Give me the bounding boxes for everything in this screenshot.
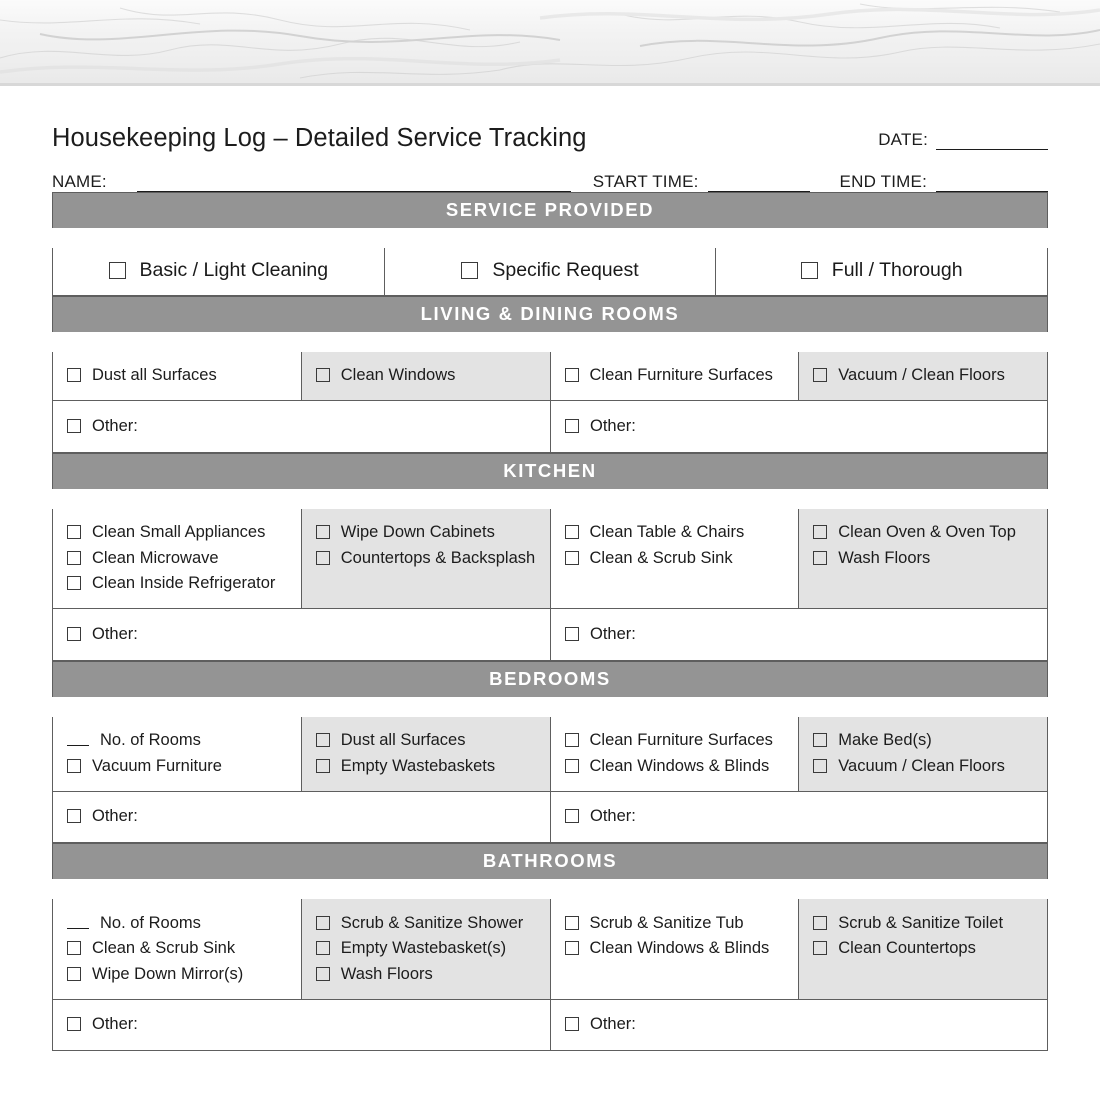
checkbox-icon[interactable] xyxy=(67,551,81,565)
task-label: Clean Furniture Surfaces xyxy=(589,366,773,385)
task-item[interactable] xyxy=(813,753,1033,779)
task-column xyxy=(550,509,799,609)
task-label: Make Bed(s) xyxy=(838,731,932,750)
task-item[interactable] xyxy=(565,728,785,754)
task-label: Clean & Scrub Sink xyxy=(92,939,236,958)
other-cell xyxy=(53,609,550,660)
task-item[interactable] xyxy=(813,363,1033,389)
task-item[interactable] xyxy=(565,363,785,389)
date-label: DATE: xyxy=(878,130,928,150)
task-column xyxy=(53,717,301,791)
section-body xyxy=(52,248,1048,296)
number-of-rooms-item[interactable] xyxy=(67,910,287,936)
other-row xyxy=(53,999,1047,1051)
other-cell xyxy=(550,609,1047,660)
start-time-group xyxy=(593,172,810,192)
task-item[interactable] xyxy=(813,520,1033,546)
other-cell xyxy=(550,792,1047,843)
checkbox-icon[interactable] xyxy=(316,368,330,382)
end-time-label: END TIME: xyxy=(839,172,927,192)
task-column xyxy=(53,352,301,401)
marble-veins xyxy=(0,0,1100,86)
task-label: Clean Countertops xyxy=(838,939,976,958)
checkbox-icon[interactable] xyxy=(67,525,81,539)
task-item[interactable] xyxy=(565,753,785,779)
task-item[interactable] xyxy=(316,753,536,779)
task-label: Wash Floors xyxy=(340,964,433,983)
checkbox-icon[interactable] xyxy=(801,262,818,279)
task-column xyxy=(550,717,799,791)
checkbox-icon[interactable] xyxy=(565,551,579,565)
other-item[interactable] xyxy=(67,413,536,439)
checkbox-icon[interactable] xyxy=(316,525,330,539)
other-item[interactable] xyxy=(67,804,536,830)
task-label: No. of Rooms xyxy=(100,913,201,932)
other-label: Other: xyxy=(92,1015,138,1034)
task-item[interactable] xyxy=(316,363,536,389)
checkbox-icon[interactable] xyxy=(565,916,579,930)
task-item[interactable] xyxy=(67,363,287,389)
task-column xyxy=(53,899,301,999)
task-item[interactable] xyxy=(565,936,785,962)
checkbox-icon[interactable] xyxy=(316,916,330,930)
section-service-provided xyxy=(52,192,1048,296)
service-option-label: Specific Request xyxy=(492,259,639,282)
service-options-row xyxy=(53,248,1047,295)
task-item[interactable] xyxy=(67,545,287,571)
marble-header-banner xyxy=(0,0,1100,86)
checkbox-icon[interactable] xyxy=(813,368,827,382)
checkbox-icon[interactable] xyxy=(67,1017,81,1031)
task-item[interactable] xyxy=(316,910,536,936)
checkbox-icon[interactable] xyxy=(316,967,330,981)
section-body xyxy=(52,352,1048,453)
task-column xyxy=(798,899,1047,999)
other-item[interactable] xyxy=(67,621,536,647)
task-column xyxy=(301,717,550,791)
service-option[interactable] xyxy=(385,261,716,281)
checkbox-icon[interactable] xyxy=(565,809,579,823)
checkbox-icon[interactable] xyxy=(565,419,579,433)
other-item[interactable] xyxy=(565,804,1033,830)
page-title: Housekeeping Log – Detailed Service Tracking xyxy=(52,124,587,152)
task-item[interactable] xyxy=(67,961,287,987)
service-option-cell[interactable] xyxy=(715,248,1047,295)
section-kitchen xyxy=(52,453,1048,661)
other-row xyxy=(53,400,1047,452)
other-label: Other: xyxy=(92,416,138,435)
checkbox-icon[interactable] xyxy=(109,262,126,279)
task-item[interactable] xyxy=(316,936,536,962)
checkbox-icon[interactable] xyxy=(67,809,81,823)
section-heading: BEDROOMS xyxy=(52,661,1048,697)
other-item[interactable] xyxy=(565,413,1033,439)
task-item[interactable] xyxy=(565,520,785,546)
checkbox-icon[interactable] xyxy=(813,759,827,773)
checkbox-icon[interactable] xyxy=(316,941,330,955)
checkbox-icon[interactable] xyxy=(461,262,478,279)
task-label: Clean Furniture Surfaces xyxy=(589,731,773,750)
service-option-label: Full / Thorough xyxy=(831,259,963,282)
other-item[interactable] xyxy=(565,1012,1033,1038)
task-item[interactable] xyxy=(565,545,785,571)
other-label: Other: xyxy=(92,807,138,826)
date-field-group xyxy=(878,130,1048,152)
section-heading: KITCHEN xyxy=(52,453,1048,489)
service-option-cell[interactable] xyxy=(384,248,716,295)
task-item[interactable] xyxy=(813,728,1033,754)
checkbox-icon[interactable] xyxy=(316,551,330,565)
other-row xyxy=(53,608,1047,660)
task-label: Scrub & Sanitize Shower xyxy=(340,913,524,932)
start-time-input[interactable] xyxy=(708,177,810,192)
task-column xyxy=(301,352,550,401)
checkbox-icon[interactable] xyxy=(67,368,81,382)
task-row xyxy=(53,899,1047,999)
task-row xyxy=(53,717,1047,791)
task-label: Clean Windows & Blinds xyxy=(589,756,770,775)
task-item[interactable] xyxy=(67,571,287,597)
checkbox-icon[interactable] xyxy=(565,525,579,539)
section-bathrooms xyxy=(52,843,1048,1051)
section-body xyxy=(52,509,1048,661)
task-column xyxy=(798,352,1047,401)
checkbox-icon[interactable] xyxy=(67,941,81,955)
checkbox-icon[interactable] xyxy=(565,627,579,641)
date-input[interactable] xyxy=(936,135,1048,150)
task-label: No. of Rooms xyxy=(100,731,201,750)
service-option-cell[interactable] xyxy=(53,248,384,295)
task-item[interactable] xyxy=(813,936,1033,962)
task-item[interactable] xyxy=(316,728,536,754)
checkbox-icon[interactable] xyxy=(565,368,579,382)
start-time-label: START TIME: xyxy=(592,172,699,192)
name-label: NAME: xyxy=(52,172,107,192)
checkbox-icon[interactable] xyxy=(813,525,827,539)
section-body xyxy=(52,899,1048,1051)
end-time-group xyxy=(840,172,1048,192)
task-label: Dust all Surfaces xyxy=(92,366,217,385)
title-row xyxy=(52,124,1048,152)
task-label: Wash Floors xyxy=(838,548,931,567)
task-label: Scrub & Sanitize Tub xyxy=(589,913,744,932)
other-label: Other: xyxy=(590,1015,636,1034)
other-item[interactable] xyxy=(67,1012,536,1038)
checkbox-icon[interactable] xyxy=(813,916,827,930)
other-item[interactable] xyxy=(565,621,1033,647)
service-option[interactable] xyxy=(53,261,384,281)
section-heading: SERVICE PROVIDED xyxy=(52,192,1048,228)
task-label: Clean Oven & Oven Top xyxy=(838,523,1016,542)
task-label: Scrub & Sanitize Toilet xyxy=(838,913,1004,932)
task-column xyxy=(550,352,799,401)
number-of-rooms-item[interactable] xyxy=(67,728,287,754)
task-item[interactable] xyxy=(813,545,1033,571)
other-label: Other: xyxy=(92,624,138,643)
task-item[interactable] xyxy=(813,910,1033,936)
checkbox-icon[interactable] xyxy=(565,1017,579,1031)
checkbox-icon[interactable] xyxy=(67,627,81,641)
task-item[interactable] xyxy=(316,545,536,571)
task-label: Clean Table & Chairs xyxy=(589,523,745,542)
task-label: Wipe Down Mirror(s) xyxy=(92,964,244,983)
document-page xyxy=(0,124,1100,1051)
number-of-rooms-input[interactable] xyxy=(67,734,89,746)
checkbox-icon[interactable] xyxy=(67,576,81,590)
section-body xyxy=(52,717,1048,844)
other-label: Other: xyxy=(590,624,636,643)
checkbox-icon[interactable] xyxy=(67,759,81,773)
section-living-dining-rooms xyxy=(52,296,1048,453)
checkbox-icon[interactable] xyxy=(67,419,81,433)
task-label: Clean Small Appliances xyxy=(92,523,266,542)
end-time-input[interactable] xyxy=(936,177,1048,192)
task-column xyxy=(301,899,550,999)
checkbox-icon[interactable] xyxy=(813,733,827,747)
name-input[interactable] xyxy=(137,177,571,192)
marble-bottom-edge xyxy=(0,83,1100,86)
task-label: Vacuum Furniture xyxy=(92,756,222,775)
task-label: Clean Microwave xyxy=(92,548,219,567)
task-label: Clean Windows xyxy=(340,366,456,385)
task-label: Empty Wastebasket(s) xyxy=(340,939,507,958)
task-label: Empty Wastebaskets xyxy=(340,756,496,775)
other-label: Other: xyxy=(590,416,636,435)
task-item[interactable] xyxy=(67,753,287,779)
other-cell xyxy=(53,792,550,843)
section-bedrooms xyxy=(52,661,1048,844)
other-row xyxy=(53,791,1047,843)
task-item[interactable] xyxy=(316,520,536,546)
other-cell xyxy=(550,1000,1047,1051)
number-of-rooms-input[interactable] xyxy=(67,917,89,929)
task-row xyxy=(53,509,1047,609)
service-option-label: Basic / Light Cleaning xyxy=(139,259,329,282)
task-column xyxy=(53,509,301,609)
checkbox-icon[interactable] xyxy=(813,551,827,565)
task-item[interactable] xyxy=(316,961,536,987)
task-item[interactable] xyxy=(67,520,287,546)
other-cell xyxy=(550,401,1047,452)
service-option[interactable] xyxy=(716,261,1047,281)
other-cell xyxy=(53,401,550,452)
task-label: Clean Inside Refrigerator xyxy=(92,574,276,593)
other-label: Other: xyxy=(590,807,636,826)
task-label: Dust all Surfaces xyxy=(340,731,466,750)
task-label: Clean & Scrub Sink xyxy=(589,548,733,567)
checkbox-icon[interactable] xyxy=(565,941,579,955)
task-label: Clean Windows & Blinds xyxy=(589,939,770,958)
checkbox-icon[interactable] xyxy=(565,759,579,773)
checkbox-icon[interactable] xyxy=(565,733,579,747)
task-column xyxy=(798,717,1047,791)
task-label: Wipe Down Cabinets xyxy=(340,523,495,542)
other-cell xyxy=(53,1000,550,1051)
checkbox-icon[interactable] xyxy=(316,759,330,773)
task-column xyxy=(798,509,1047,609)
name-time-row xyxy=(52,172,1048,192)
task-item[interactable] xyxy=(67,936,287,962)
section-heading: LIVING & DINING ROOMS xyxy=(52,296,1048,332)
checkbox-icon[interactable] xyxy=(316,733,330,747)
task-item[interactable] xyxy=(565,910,785,936)
task-label: Countertops & Backsplash xyxy=(340,548,536,567)
task-label: Vacuum / Clean Floors xyxy=(838,756,1005,775)
section-heading: BATHROOMS xyxy=(52,843,1048,879)
task-label: Vacuum / Clean Floors xyxy=(838,366,1005,385)
checkbox-icon[interactable] xyxy=(67,967,81,981)
checkbox-icon[interactable] xyxy=(813,941,827,955)
task-column xyxy=(301,509,550,609)
task-row xyxy=(53,352,1047,401)
task-column xyxy=(550,899,799,999)
